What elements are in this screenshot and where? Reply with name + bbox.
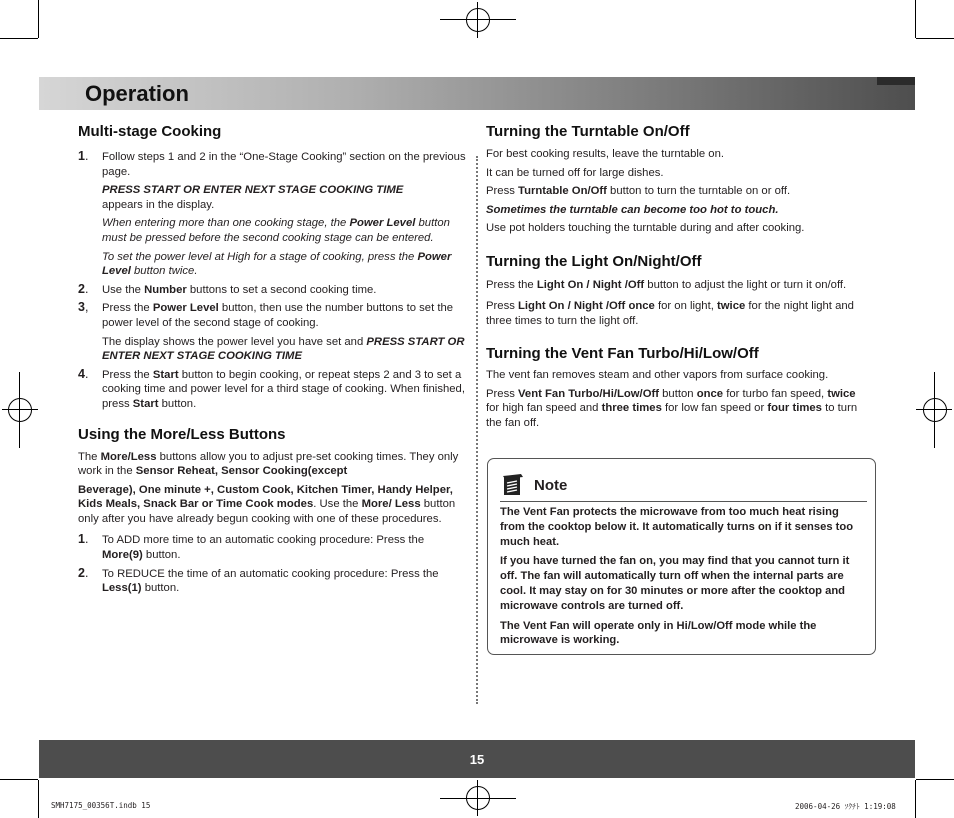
note-para-2: If you have turned the fan on, you may find that you cannot turn it off. The fan will automatically turn off when the internal parts are cool. It may stay on for 30 minutes or more after the cooktop and microwave controls are turned off. [500,555,850,612]
multi-stage-step-3: 3, Press the Power Level button, then use the number buttons to set the power level of the second stage of cooking. [78,300,454,329]
crop-mark [916,38,954,39]
note-body [500,505,865,653]
note-para-1: The Vent Fan protects the microwave from too much heat rising from the cooktop below it. It automatically turns on if it senses too much heat. [500,506,854,548]
section-title-multi-stage: Multi-stage Cooking [78,123,222,140]
power-level-note: When entering more than one cooking stage, the Power Level button must be pressed before the second cooking stage can be entered. [102,217,450,244]
note-para-3: The Vent Fan will operate only in Hi/Low/Off mode while the microwave is working. [500,619,817,647]
right-column [486,123,871,431]
light-para-1: Press the Light On / Night /Off button to adjust the light or turn it on/off. [486,278,847,291]
multi-stage-step-2: 2. Use the Number buttons to set a second cooking time. [78,281,377,296]
section-title-more-less: Using the More/Less Buttons [78,425,286,443]
power-high-note: To set the power level at High for a stage of cooking, press the Power Level button twice. [102,250,452,278]
crop-mark [915,780,916,818]
multi-stage-step-1: 1. Follow steps 1 and 2 in the “One-Stage Cooking” section on the previous page. [78,149,466,178]
vent-para-2: Press Vent Fan Turbo/Hi/Low/Off button once for turbo fan speed, twice for high fan speed and three times for low fan speed or four times to turn the fan off. [486,387,858,429]
registration-circle [923,398,947,422]
section-title-vent: Turning the Vent Fan Turbo/Hi/Low/Off [486,345,759,363]
column-divider [476,156,478,704]
registration-circle [8,398,32,422]
crop-mark [915,0,916,38]
page-title: Operation [85,81,189,106]
press-start-message: PRESS START OR ENTER NEXT STAGE COOKING TIME appears in the display. [102,184,404,211]
print-slug-left: SMH7175_00356T.indb 15 [51,801,151,810]
registration-circle [466,786,490,810]
more-less-step-2: 2. To REDUCE the time of an automatic cooking procedure: Press the Less(1) button. [78,565,439,595]
crop-mark [0,779,38,780]
footer-band [39,740,915,778]
crop-mark [0,38,38,39]
turntable-line-5: Use pot holders touching the turntable during and after cooking. [486,222,805,235]
note-title: Note [534,477,568,494]
turntable-line-3: Press Turntable On/Off button to turn the turntable on or off. [486,185,791,198]
left-column [78,123,468,596]
section-title-light: Turning the Light On/Night/Off [486,252,702,270]
note-divider [500,501,867,502]
more-less-modes: Beverage), One minute +, Custom Cook, Kitchen Timer, Handy Helper, Kids Meals, Snack Bar or Time Cook modes. Use the More/ Less button only after you have already begun cooking with one of these procedures. [78,483,456,525]
more-less-step-1: 1. To ADD more time to an automatic cooking procedure: Press the More(9) button. [78,532,425,562]
section-title-turntable: Turning the Turntable On/Off [486,123,690,140]
registration-circle [466,8,490,32]
more-less-intro: The More/Less buttons allow you to adjust pre-set cooking times. They only work in the Sensor Reheat, Sensor Cooking(except [78,450,459,478]
light-para-2: Press Light On / Night /Off once for on light, twice for the night light and three times to turn the light off. [486,299,854,327]
crop-mark [916,779,954,780]
crop-mark [38,0,39,38]
multi-stage-step-4: 4. Press the Start button to begin cooking, or repeat steps 2 and 3 to set a cooking time and power level for a third stage of cooking. When finished, press Start button. [78,366,465,410]
note-box [487,458,876,655]
header-tab [877,77,915,85]
turntable-line-2: It can be turned off for large dishes. [486,166,664,179]
turntable-warning: Sometimes the turntable can become too hot to touch. [486,203,779,216]
vent-para-1: The vent fan removes steam and other vapors from surface cooking. [486,369,829,382]
turntable-line-1: For best cooking results, leave the turntable on. [486,148,724,160]
display-message: The display shows the power level you have set and PRESS START OR ENTER NEXT STAGE COOKING TIME [102,335,465,363]
print-slug-right: 2006-04-26 ｿｸﾁﾄ 1:19:08 [795,802,896,811]
page-number: 15 [469,752,485,767]
note-pad-icon [502,473,524,497]
crop-mark [38,780,39,818]
